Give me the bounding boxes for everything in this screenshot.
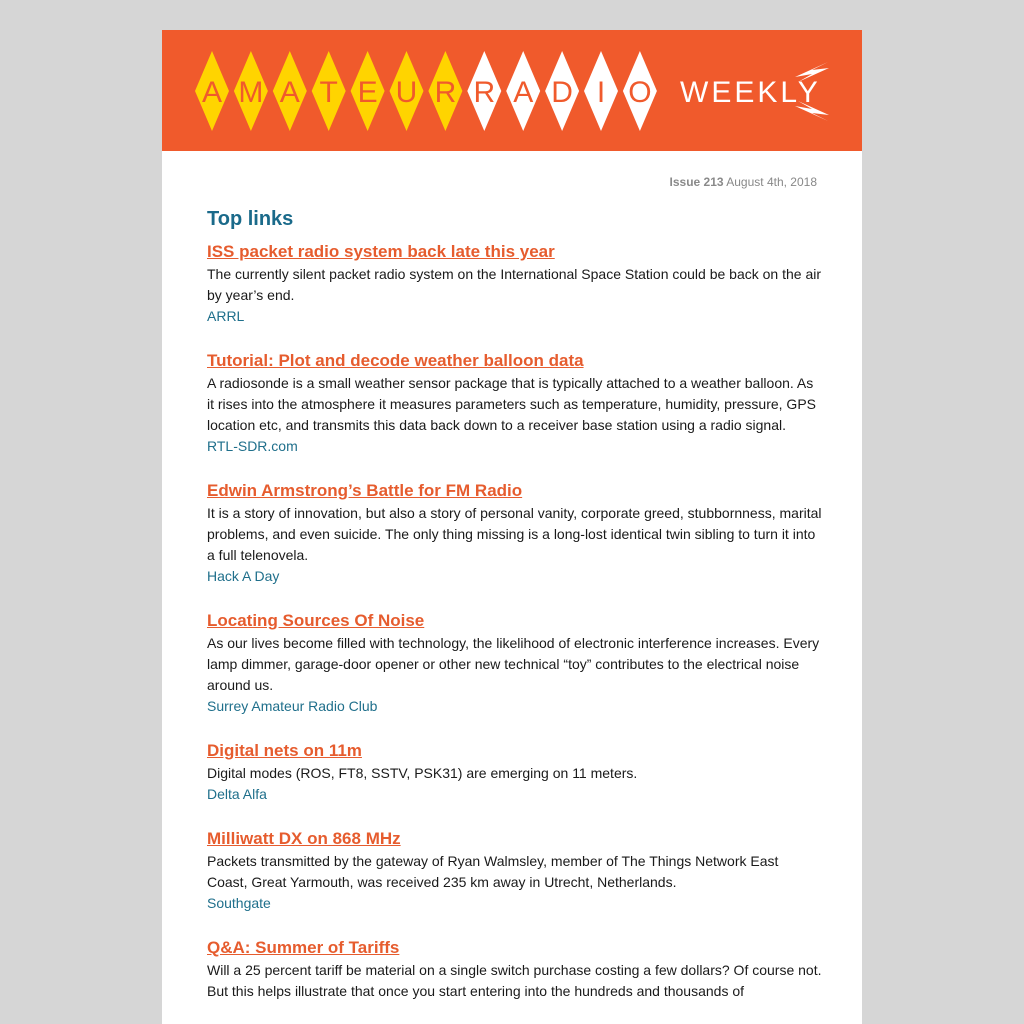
article-title-link[interactable]: Milliwatt DX on 868 MHz (207, 829, 401, 848)
issue-info (207, 172, 817, 192)
logo-letter: R (473, 76, 496, 109)
logo-letter: R (434, 76, 457, 109)
logo-letter: O (628, 76, 652, 109)
article-list (207, 241, 822, 1002)
newsletter-content (207, 172, 822, 1002)
article-description: The currently silent packet radio system on the International Space Station could be back on the air by year’s end. (207, 266, 822, 303)
logo-diamond (234, 51, 268, 131)
article-title-link[interactable]: Digital nets on 11m (207, 741, 362, 760)
header-banner (162, 30, 862, 151)
section-title: Top links (207, 208, 294, 230)
article-source-link[interactable]: Southgate (207, 895, 271, 911)
article-title-link[interactable]: Q&A: Summer of Tariffs (207, 938, 400, 957)
logo-letter: A (279, 76, 300, 109)
logo-diamond (467, 51, 501, 131)
logo-letter: I (596, 76, 606, 109)
article-title-link[interactable]: Edwin Armstrong’s Battle for FM Radio (207, 481, 523, 500)
logo-letter: M (238, 76, 264, 109)
logo-weekly-text: WEEKLY (680, 76, 821, 109)
issue-date: August 4th, 2018 (726, 175, 817, 189)
article-item (207, 937, 822, 1002)
logo-letter: A (201, 76, 223, 109)
article-source-link[interactable]: Surrey Amateur Radio Club (207, 698, 378, 714)
logo-diamond (390, 51, 424, 131)
article-item (207, 480, 822, 587)
article-description: Will a 25 percent tariff be material on a single switch purchase costing a few dollars? Of course not. But this helps illustrate that once you start entering into the hundreds and thousands of (207, 962, 822, 999)
article-item (207, 241, 822, 327)
logo-diamond (195, 51, 229, 131)
article-source-link[interactable]: Hack A Day (207, 568, 280, 584)
article-item (207, 610, 822, 717)
article-source-link[interactable]: Delta Alfa (207, 786, 267, 802)
logo-letter: U (395, 76, 418, 109)
issue-number: Issue 213 (669, 175, 724, 189)
article-description: Packets transmitted by the gateway of Ryan Walmsley, member of The Things Network East Coast, Great Yarmouth, was received 235 km away in Utrecht, Netherlands. (207, 853, 779, 890)
amateur-radio-weekly-logo[interactable] (162, 30, 862, 151)
logo-diamond (584, 51, 618, 131)
article-title-link[interactable]: Locating Sources Of Noise (207, 611, 425, 630)
logo-diamond (351, 51, 385, 131)
article-title-link[interactable]: Tutorial: Plot and decode weather balloon data (207, 351, 584, 370)
logo-letter: A (513, 76, 534, 109)
article-title-link[interactable]: ISS packet radio system back late this year (207, 242, 555, 261)
logo-diamond (623, 51, 657, 131)
logo-letter: T (319, 76, 338, 109)
article-item (207, 828, 822, 914)
article-source-link[interactable]: ARRL (207, 308, 245, 324)
article-description: It is a story of innovation, but also a story of personal vanity, corporate greed, stubbornness, marital problems, and even suicide. The only thing missing is a long-lost identical twin sibling to turn it into a full telenovela. (207, 505, 822, 563)
article-description: Digital modes (ROS, FT8, SSTV, PSK31) are emerging on 11 meters. (207, 765, 638, 781)
logo-letter: E (357, 76, 378, 109)
logo-diamond (545, 51, 579, 131)
article-description: A radiosonde is a small weather sensor package that is typically attached to a weather balloon. As it rises into the atmosphere it measures parameters such as temperature, humidity, pressure, GPS location etc, and transmits this data back down to a receiver base station using a radio signal. (207, 375, 816, 433)
logo-diamond (428, 51, 462, 131)
article-description: As our lives become filled with technology, the likelihood of electronic interference increases. Every lamp dimmer, garage-door opener or other new technical “toy” contributes to the electrical noise around us. (207, 635, 820, 693)
logo-diamond (312, 51, 346, 131)
article-item (207, 740, 822, 805)
article-source-link[interactable]: RTL-SDR.com (207, 438, 298, 454)
logo-letter: D (551, 76, 573, 109)
logo-diamond (273, 51, 307, 131)
newsletter-container (162, 30, 862, 1024)
logo-diamond (506, 51, 540, 131)
article-item (207, 350, 822, 457)
